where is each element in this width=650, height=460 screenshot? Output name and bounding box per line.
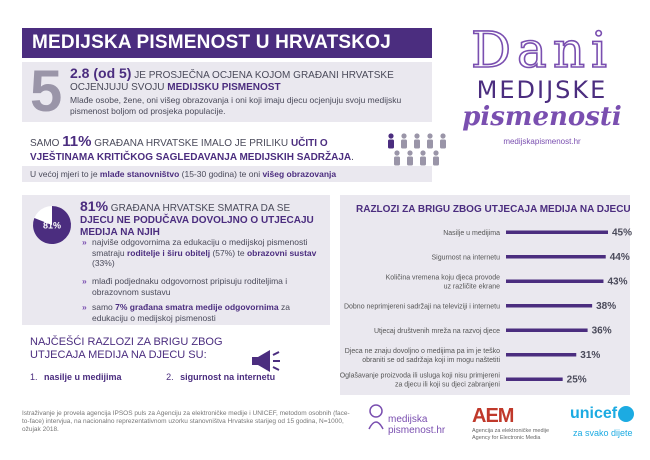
list-item: nasilje u medijima bbox=[44, 372, 122, 382]
section2-prefix: SAMO bbox=[30, 138, 63, 149]
bullet-text: za edukaciju o medijskoj pismenosti bbox=[92, 302, 290, 323]
person-icon bbox=[420, 150, 426, 165]
section3-headline-text: GRAĐANA HRVATSKE SMATRA DA SE bbox=[108, 203, 291, 214]
logo-text: medijska bbox=[388, 414, 428, 425]
bullet-text: najviše odgovornima za edukaciju o medijskoj pismenosti smatraju bbox=[92, 237, 308, 258]
category-label: Nasilje u medijima bbox=[443, 230, 500, 237]
value-label: 45% bbox=[612, 227, 633, 239]
unicef-logo: unicef bbox=[570, 405, 618, 422]
list-number: 1. bbox=[30, 372, 38, 382]
bullet-text: (33%) bbox=[92, 258, 115, 268]
logo-url-text: medijskapismenost.hr bbox=[503, 137, 581, 146]
section2-sub-emphasis: višeg obrazovanja bbox=[262, 169, 337, 179]
category-label: Oglašavanje proizvoda ili usluga koji nisu primjereni bbox=[339, 372, 500, 380]
person-icon bbox=[388, 133, 394, 148]
section2-period: . bbox=[351, 152, 354, 163]
value-label: 25% bbox=[566, 374, 587, 386]
list-number: 2. bbox=[166, 372, 174, 382]
unicef-tagline: za svako dijete bbox=[573, 428, 633, 438]
section3-headline bbox=[80, 200, 325, 239]
unicef-globe-icon bbox=[618, 406, 634, 422]
page-title: MEDIJSKA PISMENOST U HRVATSKOJ bbox=[22, 28, 432, 58]
section2-sub-part: U većoj mjeri to je bbox=[30, 169, 100, 179]
bullet-emphasis: obrazovni sustav bbox=[246, 247, 317, 258]
person-icon bbox=[440, 133, 446, 148]
section3-bullets-2 bbox=[82, 276, 327, 297]
bar bbox=[506, 280, 603, 284]
section3-percent: 81% bbox=[80, 198, 109, 214]
person-icon bbox=[433, 150, 439, 165]
bar-chart bbox=[339, 220, 633, 392]
category-label: Količina vremena koju djeca provode bbox=[385, 274, 500, 282]
logo-pismenosti-text: pismenosti bbox=[462, 102, 622, 132]
medijska-pismenost-logo bbox=[388, 414, 445, 436]
section3-bullets bbox=[82, 237, 327, 269]
section2-percent: 11% bbox=[62, 133, 92, 150]
bar bbox=[506, 304, 592, 308]
section2-text: GRAĐANA HRVATSKE IMALO JE PRILIKU bbox=[91, 138, 291, 149]
bar bbox=[506, 231, 608, 235]
value-label: 36% bbox=[591, 325, 612, 337]
category-label: Utjecaj društvenih mreža na razvoj djece bbox=[373, 328, 500, 335]
person-icon bbox=[407, 150, 413, 165]
value-label: 31% bbox=[580, 350, 601, 361]
pie-label: 81% bbox=[42, 220, 62, 231]
category-label: Sigurnost na internetu bbox=[431, 254, 500, 262]
logo-medijske-text: MEDIJSKE bbox=[476, 76, 608, 104]
value-label: 43% bbox=[607, 276, 628, 288]
dani-medijske-pismenosti-logo bbox=[452, 21, 632, 154]
section4-heading: NAJČEŠĆI RAZLOZI ZA BRIGU ZBOG UTJECAJA MEDIJA NA DJECU SU: bbox=[30, 336, 223, 361]
list-item: sigurnost na internetu bbox=[180, 372, 276, 382]
logo-text: pismenost.hr bbox=[388, 425, 446, 436]
bullet-emphasis: roditelje i širu obitelj bbox=[126, 247, 211, 258]
logo-text: Agencija za elektroničke medije bbox=[472, 428, 550, 434]
section1-subtext: Mlađe osobe, žene, oni višeg obrazovanja i oni koji imaju djecu ocjenjuju svoju medijsku pismenost boljom od prosjeka populacije. bbox=[70, 95, 402, 116]
megaphone-icon bbox=[250, 348, 282, 374]
section2-sub-part: (15-30 godina) te oni bbox=[179, 169, 263, 179]
chart-title: RAZLOZI ZA BRIGU ZBOG UTJECAJA MEDIJA NA DJECU bbox=[356, 204, 631, 215]
bar bbox=[506, 378, 563, 382]
medijska-pismenost-logo-icon bbox=[365, 403, 387, 431]
bullet-emphasis: 7% građana smatra medije odgovornima bbox=[115, 302, 279, 312]
section1-headline-emphasis: MEDIJSKU PISMENOST bbox=[167, 82, 281, 93]
bar bbox=[506, 329, 588, 333]
footnote: Istraživanje je provela agencija IPSOS puls za Agenciju za elektroničke medije i UNICEF, metodom osobnih (face-to-face) intervjua, na nacionalno reprezentativnom uzorku stanovništva Hrvatske starijeg od 15 godina, N=1000, ožujak 2018. bbox=[22, 410, 350, 433]
person-icon bbox=[427, 133, 433, 148]
section3-headline-emphasis: DJECU NE PODUČAVA DOVOLJNO O UTJECAJU MEDIJA NA NJIH bbox=[80, 215, 314, 238]
bullet-text: (57%) te bbox=[210, 247, 247, 258]
logo-text: Agency for Electronic Media bbox=[472, 434, 541, 441]
section2-sub-emphasis: mlađe stanovništvo bbox=[99, 169, 180, 179]
section2-subtext bbox=[30, 169, 336, 179]
section2-emphasis: UČITI O VJEŠTINAMA KRITIČKOG SAGLEDAVANJA MEDIJSKIH SADRŽAJA bbox=[30, 138, 352, 163]
person-icon bbox=[401, 133, 407, 148]
category-label: Dobno neprimjereni sadržaji na televiziji i internetu bbox=[343, 303, 500, 311]
logo-dani-text: Dani bbox=[470, 21, 614, 79]
bar bbox=[506, 255, 606, 259]
person-icon bbox=[394, 150, 400, 165]
big-number-five: 5 bbox=[30, 59, 63, 124]
value-label: 38% bbox=[596, 301, 617, 312]
people-pictogram bbox=[385, 132, 451, 166]
bullet-text: samo bbox=[92, 302, 116, 312]
section3-bullets-3 bbox=[82, 302, 327, 323]
section2-headline bbox=[30, 135, 360, 165]
list-item bbox=[82, 237, 327, 269]
value-label: 44% bbox=[609, 252, 630, 263]
section1-headline-text: JE PROSJEČNA OCJENA KOJOM GRAĐANI HRVATSKE OCJENJUJU SVOJU bbox=[70, 70, 394, 93]
list-item: » mlađi podjednaku odgovornost pripisuju roditeljima i obrazovnom sustavu bbox=[82, 276, 327, 297]
section4-list bbox=[30, 372, 275, 382]
pie-chart-icon bbox=[32, 205, 72, 245]
category-label: za djecu ili koji su djeci zabranjeni bbox=[394, 381, 500, 389]
category-label: Djeca ne znaju dovoljno o medijima pa im je teško bbox=[344, 348, 500, 355]
aem-logo-text bbox=[472, 428, 552, 441]
list-item bbox=[82, 302, 327, 323]
bar bbox=[506, 353, 576, 357]
aem-logo: AEM bbox=[472, 405, 514, 427]
person-icon bbox=[414, 133, 420, 148]
average-score: 2.8 (od 5) bbox=[70, 65, 132, 81]
section1-headline bbox=[70, 67, 425, 94]
category-label: uz različite ekrane bbox=[443, 283, 500, 291]
category-label: obraniti se od sadržaja koji im mogu naštetiti bbox=[362, 357, 500, 364]
